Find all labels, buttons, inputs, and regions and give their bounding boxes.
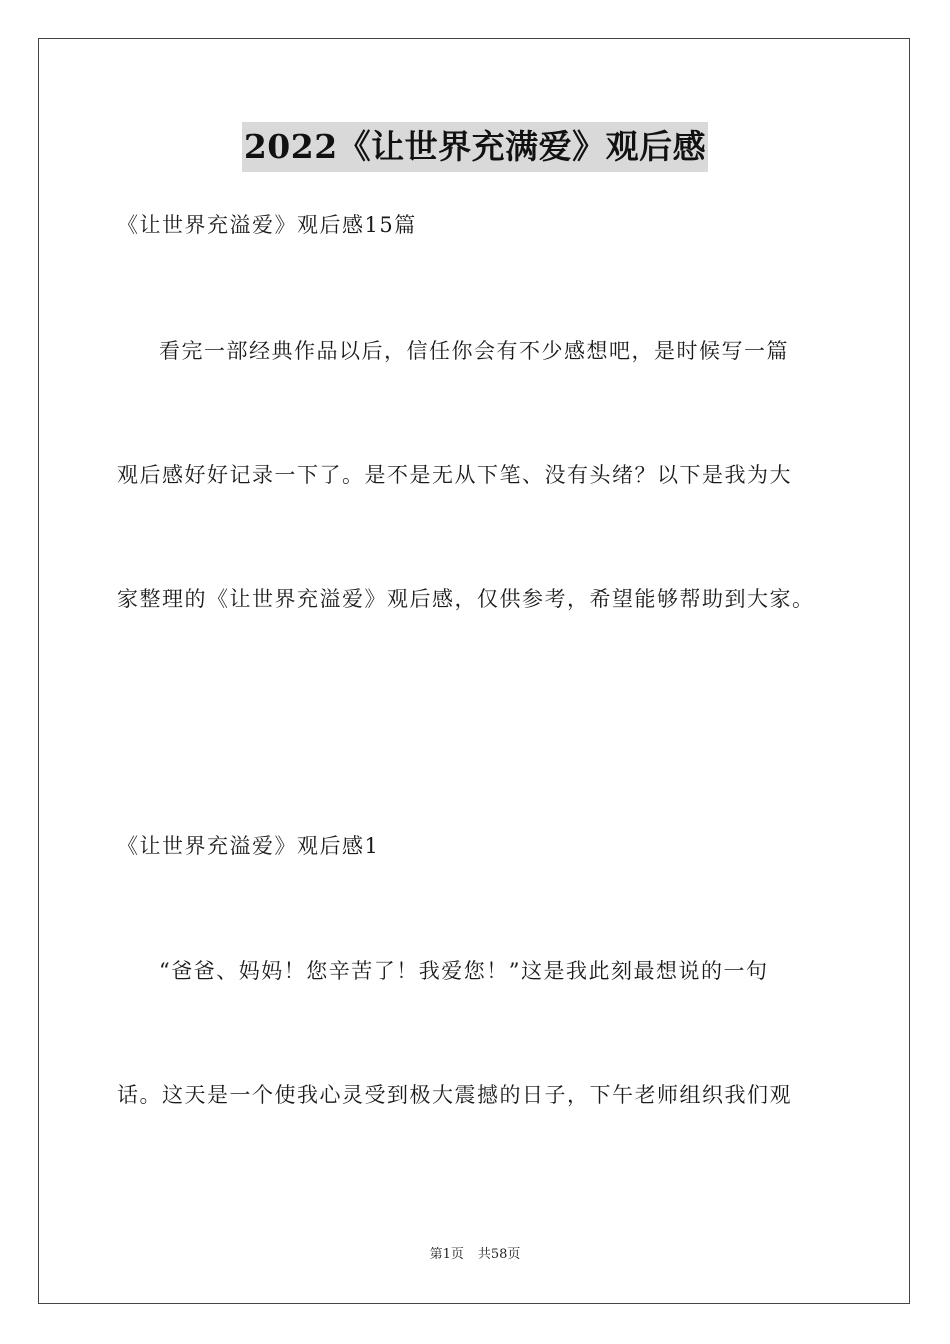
page-number-total: 共58页 [477,1247,521,1262]
paragraph-1-line-1: 看完一部经典作品以后，信任你会有不少感想吧，是时候写一篇 [159,339,789,363]
page-number-current: 第1页 [429,1247,464,1262]
paragraph-2-line-1: “爸爸、妈妈！您辛苦了！我爱您！”这是我此刻最想说的一句 [159,959,769,983]
document-title: 2022《让世界充满爱》观后感 [242,122,708,172]
paragraph-1-line-3: 家整理的《让世界充溢爱》观后感，仅供参考，希望能够帮助到大家。 [117,587,815,611]
document-subtitle: 《让世界充溢爱》观后感15篇 [117,213,417,237]
paragraph-1-line-2: 观后感好好记录一下了。是不是无从下笔、没有头绪？以下是我为大 [117,463,792,487]
paragraph-2-line-2: 话。这天是一个使我心灵受到极大震撼的日子，下午老师组织我们观 [117,1083,792,1107]
page-footer [0,1245,950,1265]
title-container [0,122,950,172]
section-1-heading: 《让世界充溢爱》观后感1 [117,834,380,858]
